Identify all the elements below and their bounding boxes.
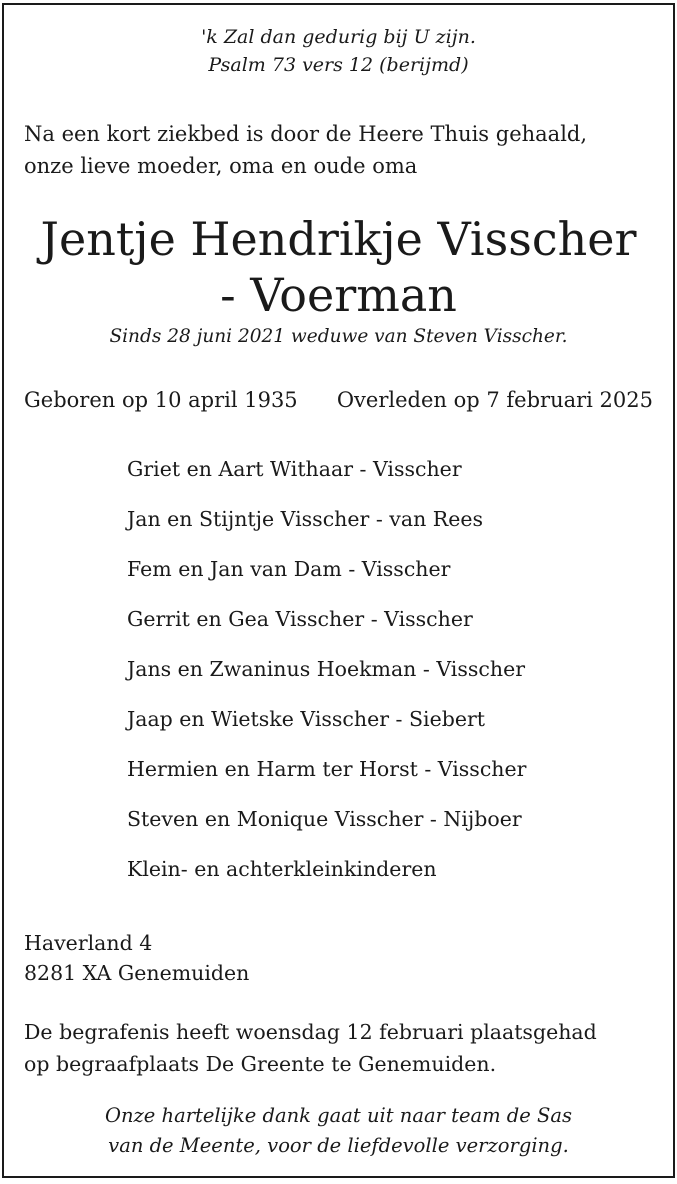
- address-street: Haverland 4: [24, 931, 153, 955]
- name-line-2: - Voerman: [220, 268, 457, 322]
- birth-date: Geboren op 10 april 1935: [24, 388, 298, 412]
- family-member: Jaap en Wietske Visscher - Siebert: [127, 707, 486, 731]
- intro-line-2: onze lieve moeder, oma en oude oma: [24, 154, 418, 178]
- thanks-line-1: Onze hartelijke dank gaat uit naar team de Sas: [104, 1104, 573, 1127]
- thanks-line-2: van de Meente, voor de liefdevolle verzorging.: [108, 1134, 569, 1157]
- family-member: Klein- en achterkleinkinderen: [127, 857, 437, 881]
- obituary-card: [2, 3, 675, 1178]
- verse-reference: Psalm 73 vers 12 (berijmd): [208, 54, 469, 76]
- family-member: Griet en Aart Withaar - Visscher: [127, 457, 462, 481]
- thanks-note: [4, 1101, 673, 1161]
- bible-verse: [4, 23, 673, 79]
- widow-note: Sinds 28 juni 2021 weduwe van Steven Visscher.: [109, 326, 568, 347]
- address-city: 8281 XA Genemuiden: [24, 961, 250, 985]
- family-member: Fem en Jan van Dam - Visscher: [127, 557, 451, 581]
- death-date: Overleden op 7 februari 2025: [336, 388, 653, 412]
- family-member: Hermien en Harm ter Horst - Visscher: [127, 757, 527, 781]
- deceased-name: [4, 211, 673, 323]
- funeral-line-2: op begraafplaats De Greente te Genemuiden.: [24, 1052, 497, 1076]
- verse-text: 'k Zal dan gedurig bij U zijn.: [201, 26, 476, 48]
- family-member: Jan en Stijntje Visscher - van Rees: [127, 507, 484, 531]
- family-member: Steven en Monique Visscher - Nijboer: [127, 807, 522, 831]
- funeral-line-1: De begrafenis heeft woensdag 12 februari plaatsgehad: [24, 1020, 597, 1044]
- family-member: Gerrit en Gea Visscher - Visscher: [127, 607, 473, 631]
- intro-text: [24, 118, 587, 182]
- intro-line-1: Na een kort ziekbed is door de Heere Thuis gehaald,: [24, 122, 588, 146]
- name-line-1: Jentje Hendrikje Visscher: [40, 212, 637, 266]
- family-member: Jans en Zwaninus Hoekman - Visscher: [127, 657, 525, 681]
- family-list: [127, 453, 526, 903]
- correspondence-address: [24, 928, 249, 988]
- funeral-notice: [24, 1016, 597, 1080]
